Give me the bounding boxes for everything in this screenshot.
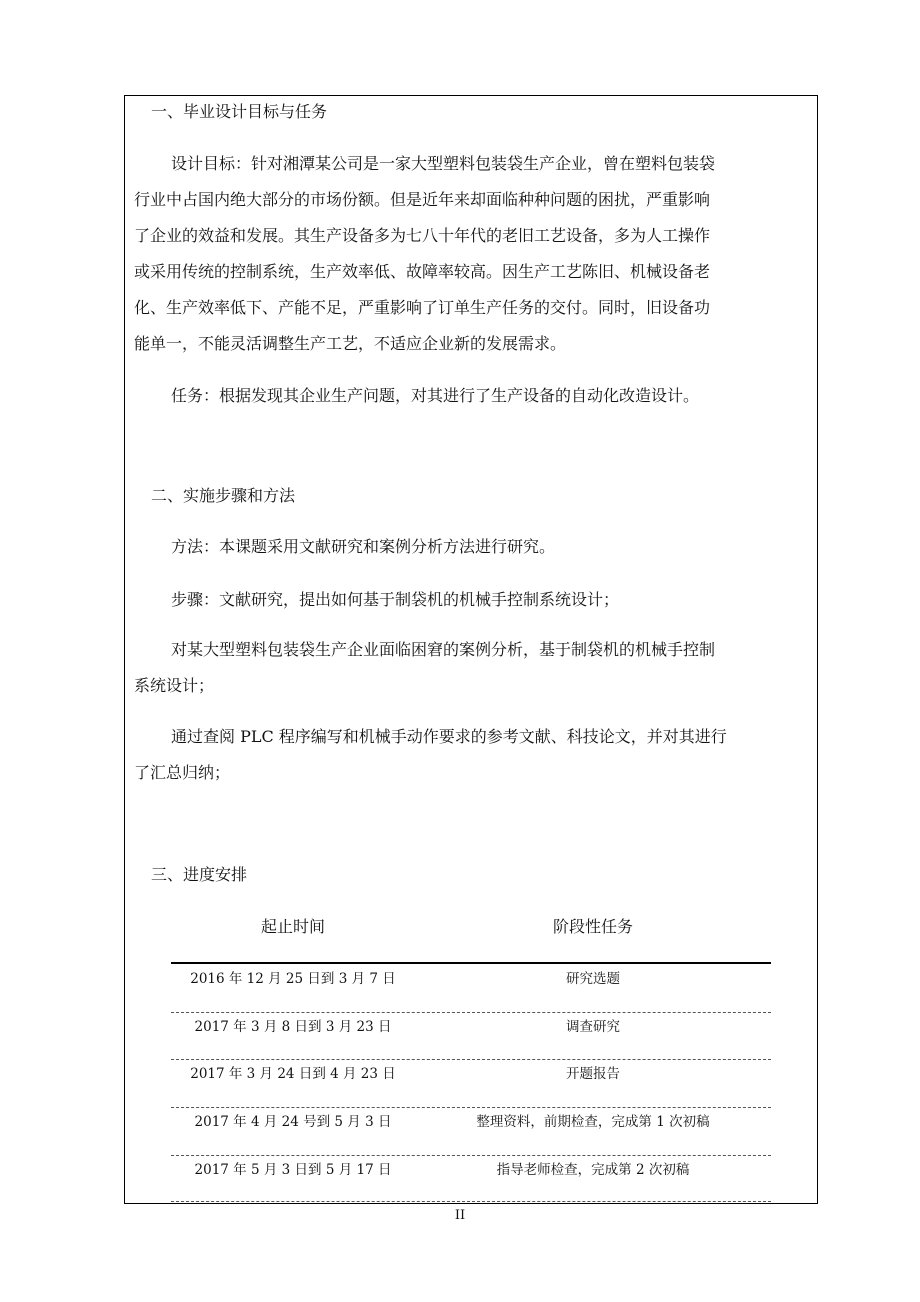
row-2-task: 调查研究 [566,1019,620,1035]
section1-heading: 一、毕业设计目标与任务 [151,102,328,121]
goal-line-4: 或采用传统的控制系统，生产效率低、故障率较高。因生产工艺陈旧、机械设备老 [134,262,711,281]
step3-line-1: 通过查阅 PLC 程序编写和机械手动作要求的参考文献、科技论文，并对其进行 [171,727,727,746]
step2-line-2: 系统设计； [134,676,215,695]
step2-line-1: 对某大型塑料包装袋生产企业面临困窘的案例分析，基于制袋机的机械手控制 [171,640,716,659]
goal-line-5: 化、生产效率低下、产能不足，严重影响了订单生产任务的交付。同时，旧设备功 [134,298,711,317]
table-row-divider [171,1201,771,1202]
step1-paragraph: 步骤：文献研究，提出如何基于制袋机的机械手控制系统设计； [171,590,620,609]
row-5-time: 2017 年 5 月 3 日到 5 月 17 日 [194,1162,392,1178]
row-2-time: 2017 年 3 月 8 日到 3 月 23 日 [194,1019,392,1035]
method-paragraph: 方法：本课题采用文献研究和案例分析方法进行研究。 [171,537,556,556]
goal-line-6: 能单一，不能灵活调整生产工艺，不适应企业新的发展需求。 [134,334,567,353]
row-5-task: 指导老师检查，完成第 2 次初稿 [496,1162,690,1178]
section3-heading: 三、进度安排 [151,865,248,884]
task-paragraph: 任务：根据发现其企业生产问题，对其进行了生产设备的自动化改造设计。 [171,386,700,405]
goal-line-3: 了企业的效益和发展。其生产设备多为七八十年代的老旧工艺设备，多为人工操作 [134,226,711,245]
table-row-divider [171,1059,771,1060]
row-1-task: 研究选题 [566,971,620,987]
table-row-divider [171,1012,771,1013]
row-4-task: 整理资料，前期检查，完成第 1 次初稿 [476,1114,710,1130]
table-top-rule [171,962,771,964]
step3-line-2: 了汇总归纳； [134,763,231,782]
row-4-time: 2017 年 4 月 24 号到 5 月 3 日 [194,1114,392,1130]
row-3-task: 开题报告 [566,1066,620,1082]
section2-heading: 二、实施步骤和方法 [151,486,296,505]
row-1-time: 2016 年 12 月 25 日到 3 月 7 日 [190,971,396,987]
col-header-task: 阶段性任务 [552,917,633,936]
table-row-divider [171,1107,771,1108]
goal-line-1: 设计目标：针对湘潭某公司是一家大型塑料包装袋生产企业，曾在塑料包装袋 [171,154,716,173]
page-number: II [454,1208,466,1223]
table-row-divider [171,1155,771,1156]
row-3-time: 2017 年 3 月 24 日到 4 月 23 日 [190,1066,396,1082]
col-header-time: 起止时间 [260,917,325,936]
goal-line-2: 行业中占国内绝大部分的市场份额。但是近年来却面临种种问题的困扰，严重影响 [134,190,711,209]
